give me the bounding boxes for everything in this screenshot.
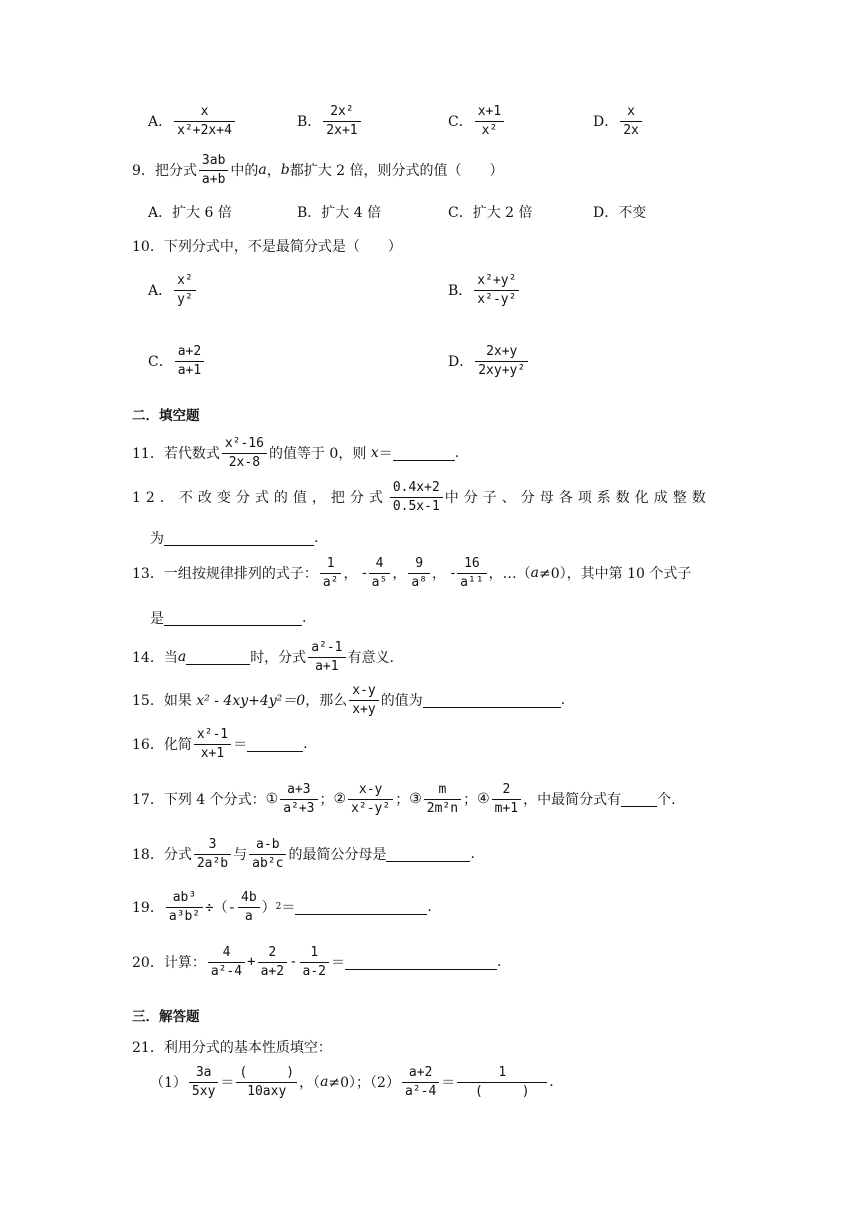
- answer-blank[interactable]: [295, 900, 427, 915]
- fraction: $\frac{9}{\text{a⁸}}$: [408, 557, 430, 589]
- q9-option-c: C．扩大 2 倍: [448, 205, 533, 221]
- q10-option-d: D． $\frac{2x+y}{\text{2xy+y²}}$: [448, 345, 530, 377]
- question-13: 13．一组按规律排列的式子： $\frac{1}{\text{a²}}$ ， - $\frac{4}{\text{a⁵}}$ ， $\frac{9}{\text{a⁸}}$ ， - $\frac{16}{\text{a¹¹}}$ ， …（ a ≠0），其中第 10 个式子: [132, 556, 692, 590]
- fraction: $\frac{a+3}{\text{a²+3}}$: [280, 783, 317, 815]
- fraction: $\frac{1}{\text{a²}}$: [320, 557, 342, 589]
- fraction: $\frac{x}{\text{x²+2x+4}}$: [174, 105, 235, 137]
- section-title: 三．解答题: [132, 1009, 200, 1025]
- question-21-parts: （1） $\frac{3a}{5xy}$ ＝ $\frac{( )}{\text{10axy}}$ ，（ a ≠0）；（2） $\frac{a+2}{\text{a²-4}}$ ＝ $\frac{1}{( )}$ .: [150, 1065, 554, 1099]
- fraction: $\frac{0.4x+2}{0.5x-1}$: [390, 481, 443, 513]
- answer-blank[interactable]: [247, 737, 303, 752]
- fraction: $\frac{x-y}{x+y}$: [349, 684, 378, 716]
- fraction: $\frac{\text{x²+y²}}{\text{x²-y²}}$: [474, 274, 519, 306]
- answer-blank[interactable]: [186, 650, 250, 665]
- fraction: $\frac{2}{m+1}$: [492, 783, 521, 815]
- fraction: $\frac{\text{x²}}{\text{y²}}$: [174, 274, 196, 306]
- answer-blank[interactable]: [164, 531, 314, 546]
- fraction: $\frac{x}{2x}$: [620, 105, 642, 137]
- fraction: $\frac{3}{\text{2a²b}}$: [194, 838, 231, 870]
- answer-blank[interactable]: [393, 446, 455, 461]
- answer-blank[interactable]: [386, 847, 470, 862]
- question-15: 15．如果 x² - 4xy+4y²＝0 ，那么 $\frac{x-y}{x+y}$ 的值为 .: [132, 683, 566, 717]
- fraction: $\frac{4}{\text{a⁵}}$: [369, 557, 391, 589]
- fraction: $\frac{a+2}{a+1}$: [175, 345, 204, 377]
- q9-option-d: D．不变: [593, 205, 647, 221]
- question-16: 16．化简 $\frac{\text{x²-1}}{x+1}$ ＝ .: [132, 727, 308, 761]
- question-19: 19． $\frac{\text{ab³}}{\text{a³b²}}$ ÷（- $\frac{4b}{a}$ ） 2 ＝ .: [132, 890, 432, 924]
- q8-option-d: D． $\frac{x}{2x}$: [593, 105, 644, 137]
- fraction: $\frac{16}{\text{a¹¹}}$: [457, 557, 486, 589]
- question-17: 17．下列 4 个分式： ① $\frac{a+3}{\text{a²+3}}$ ； ② $\frac{x-y}{\text{x²-y²}}$ ； ③ $\frac{m}{\text{2m²n}}$ ； ④ $\frac{2}{m+1}$ ，中最简分式有 个.: [132, 782, 676, 816]
- question-20: 20．计算： $\frac{4}{\text{a²-4}}$ + $\frac{2}{a+2}$ - $\frac{1}{a-2}$ ＝ .: [132, 945, 502, 979]
- section-title: 二．填空题: [132, 408, 200, 424]
- fraction: $\frac{a-b}{\text{ab²c}}$: [249, 838, 286, 870]
- fraction-answer[interactable]: $\frac{1}{( )}$: [457, 1066, 547, 1098]
- question-13-line2: 是 .: [150, 610, 307, 627]
- question-14: 14．当 a 时，分式 $\frac{\text{a²-1}}{a+1}$ 有意义.: [132, 640, 394, 674]
- fraction: $\frac{m}{\text{2m²n}}$: [424, 783, 461, 815]
- answer-blank[interactable]: [423, 693, 561, 708]
- fraction: $\frac{x-y}{\text{x²-y²}}$: [348, 783, 393, 815]
- answer-blank[interactable]: [621, 792, 657, 807]
- question-18: 18．分式 $\frac{3}{\text{2a²b}}$ 与 $\frac{a-b}{\text{ab²c}}$ 的最简公分母是 .: [132, 837, 475, 871]
- question-21: 21．利用分式的基本性质填空：: [132, 1040, 332, 1056]
- answer-blank[interactable]: [164, 611, 302, 626]
- question-12-line2: 为 .: [150, 530, 319, 547]
- answer-blank[interactable]: [345, 955, 497, 970]
- q8-option-a: A． $\frac{x}{\text{x²+2x+4}}$: [148, 105, 237, 137]
- q8-option-b: B． $\frac{\text{2x²}}{2x+1}$: [297, 105, 363, 137]
- fraction: $\frac{1}{a-2}$: [300, 946, 329, 978]
- q9-option-a: A．扩大 6 倍: [148, 205, 232, 221]
- fraction: $\frac{\text{x²-1}}{x+1}$: [194, 728, 231, 760]
- fraction: $\frac{a+2}{\text{a²-4}}$: [402, 1066, 439, 1098]
- q10-option-a: A． $\frac{\text{x²}}{\text{y²}}$: [148, 274, 198, 306]
- fraction: $\frac{4b}{a}$: [238, 891, 260, 923]
- question-12: 12．不改变分式的值，把分式 $\frac{0.4x+2}{0.5x-1}$ 中分子、分母各项系数化成整数: [132, 480, 711, 514]
- question-10: 10．下列分式中，不是最简分式是（ ）: [132, 239, 402, 255]
- fraction: $\frac{2x+y}{\text{2xy+y²}}$: [475, 345, 528, 377]
- fraction-answer[interactable]: $\frac{( )}{\text{10axy}}$: [236, 1066, 297, 1098]
- q8-option-c: C． $\frac{x+1}{\text{x²}}$: [448, 105, 506, 137]
- fraction: $\frac{\text{a²-1}}{a+1}$: [308, 641, 345, 673]
- fraction: $\frac{3a}{5xy}$: [189, 1066, 218, 1098]
- q10-option-c: C． $\frac{a+2}{a+1}$: [148, 345, 206, 377]
- fraction: $\frac{\text{2x²}}{2x+1}$: [323, 105, 360, 137]
- fraction: $\frac{\text{ab³}}{\text{a³b²}}$: [166, 891, 203, 923]
- question-9: 9． 把分式 $\frac{3ab}{a+b}$ 中的 a ， b 都扩大 2 倍，则分式的值（ ）: [132, 153, 504, 187]
- question-11: 11．若代数式 $\frac{\text{x²-16}}{2x-8}$ 的值等于 0，则 x ＝ .: [132, 436, 460, 470]
- fraction: $\frac{3ab}{a+b}$: [199, 154, 228, 186]
- fraction: $\frac{2}{a+2}$: [258, 946, 287, 978]
- fraction: $\frac{4}{\text{a²-4}}$: [208, 946, 245, 978]
- fraction: $\frac{x+1}{\text{x²}}$: [475, 105, 504, 137]
- fraction: $\frac{\text{x²-16}}{2x-8}$: [222, 437, 267, 469]
- q9-option-b: B．扩大 4 倍: [297, 205, 382, 221]
- q10-option-b: B． $\frac{\text{x²+y²}}{\text{x²-y²}}$: [448, 274, 521, 306]
